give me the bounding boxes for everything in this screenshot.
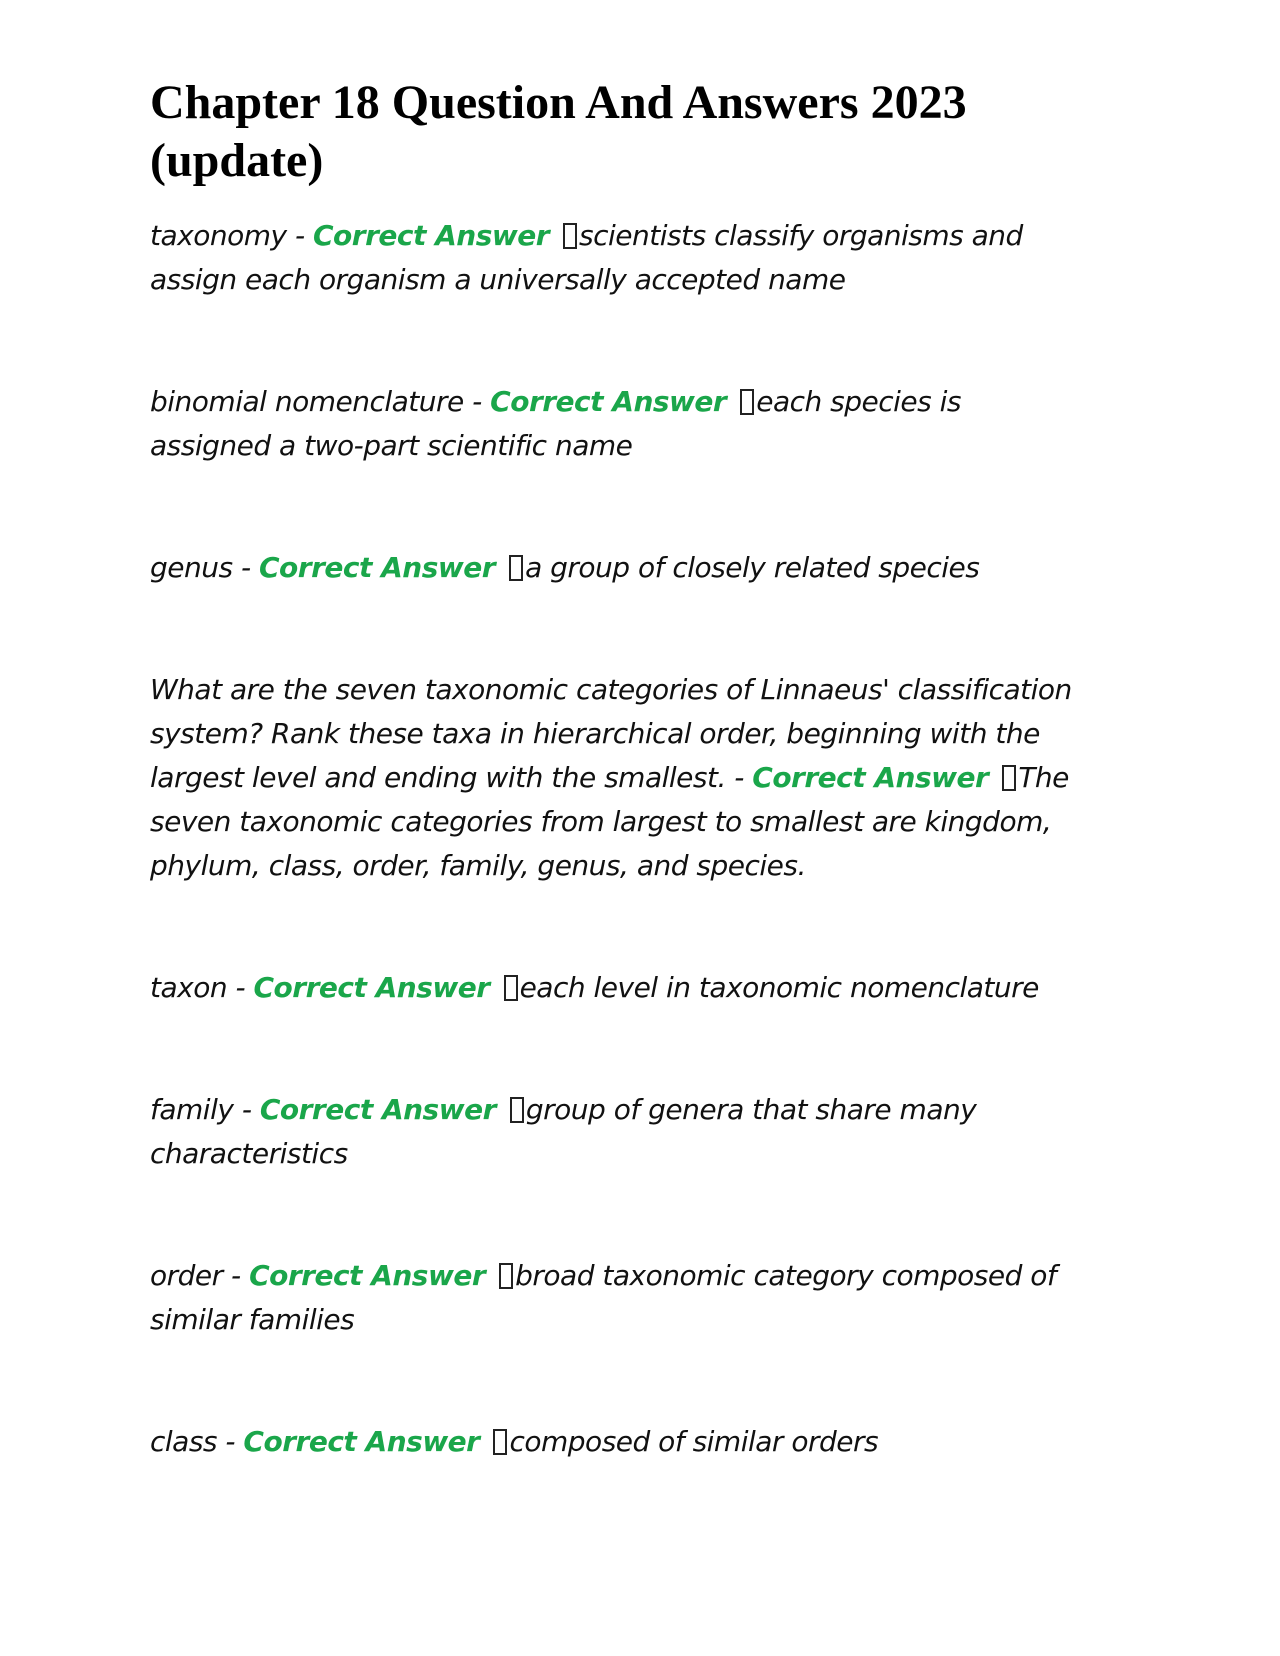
missing-glyph-icon <box>1002 765 1016 791</box>
entry-separator: - <box>233 1093 260 1126</box>
correct-answer-label: Correct Answer <box>249 1259 486 1292</box>
entry-term: taxon <box>150 971 228 1004</box>
qa-entry <box>150 1420 1090 1464</box>
entry-term: What are the seven taxonomic categories of Linnaeus' classification system? Rank these taxa in hierarchical order, beginning with the largest level and ending with the smallest. <box>150 673 1072 794</box>
entry-answer: broad taxonomic category composed of similar families <box>150 1259 1057 1336</box>
missing-glyph-icon <box>493 1429 507 1455</box>
entry-separator: - <box>217 1425 244 1458</box>
entry-separator: - <box>725 761 753 794</box>
missing-glyph-icon <box>510 1097 524 1123</box>
entry-term: genus <box>150 551 233 584</box>
qa-entry <box>150 1254 1090 1342</box>
entry-answer: each level in taxonomic nomenclature <box>519 971 1039 1004</box>
entry-term: class <box>150 1425 218 1458</box>
qa-entry <box>150 668 1090 888</box>
entry-answer: composed of similar orders <box>509 1425 879 1458</box>
qa-entry <box>150 546 1090 590</box>
entry-separator: - <box>286 219 313 252</box>
entry-answer: scientists classify organisms and assign each organism a universally accepted name <box>150 219 1023 296</box>
entry-term: binomial nomenclature <box>150 385 464 418</box>
entry-term: family <box>150 1093 234 1126</box>
correct-answer-label: Correct Answer <box>312 219 550 252</box>
correct-answer-label: Correct Answer <box>490 385 727 418</box>
correct-answer-label: Correct Answer <box>253 971 490 1004</box>
correct-answer-label: Correct Answer <box>259 551 496 584</box>
missing-glyph-icon <box>740 389 754 415</box>
qa-entry <box>150 214 1090 302</box>
entry-separator: - <box>227 971 254 1004</box>
correct-answer-label: Correct Answer <box>752 761 989 794</box>
entry-term: taxonomy <box>150 219 287 252</box>
missing-glyph-icon <box>509 555 523 581</box>
page-title: Chapter 18 Question And Answers 2023 (update) <box>150 76 967 187</box>
entry-answer: The seven taxonomic categories from largest to smallest are kingdom, phylum, class, order, family, genus, and species. <box>150 761 1069 882</box>
qa-entry <box>150 1088 1090 1176</box>
missing-glyph-icon <box>563 223 577 249</box>
qa-entry <box>150 966 1090 1010</box>
entry-answer: each species is assigned a two-part scientific name <box>150 385 961 462</box>
entry-answer: a group of closely related species <box>525 551 980 584</box>
missing-glyph-icon <box>499 1263 513 1289</box>
entry-answer: group of genera that share many characteristics <box>150 1093 977 1170</box>
correct-answer-label: Correct Answer <box>259 1093 496 1126</box>
entry-separator: - <box>222 1259 250 1292</box>
entry-separator: - <box>232 551 259 584</box>
entry-separator: - <box>463 385 491 418</box>
entry-term: order <box>150 1259 223 1292</box>
qa-entry <box>150 380 1090 468</box>
document-page <box>150 74 1090 1542</box>
correct-answer-label: Correct Answer <box>243 1425 480 1458</box>
missing-glyph-icon <box>504 975 518 1001</box>
